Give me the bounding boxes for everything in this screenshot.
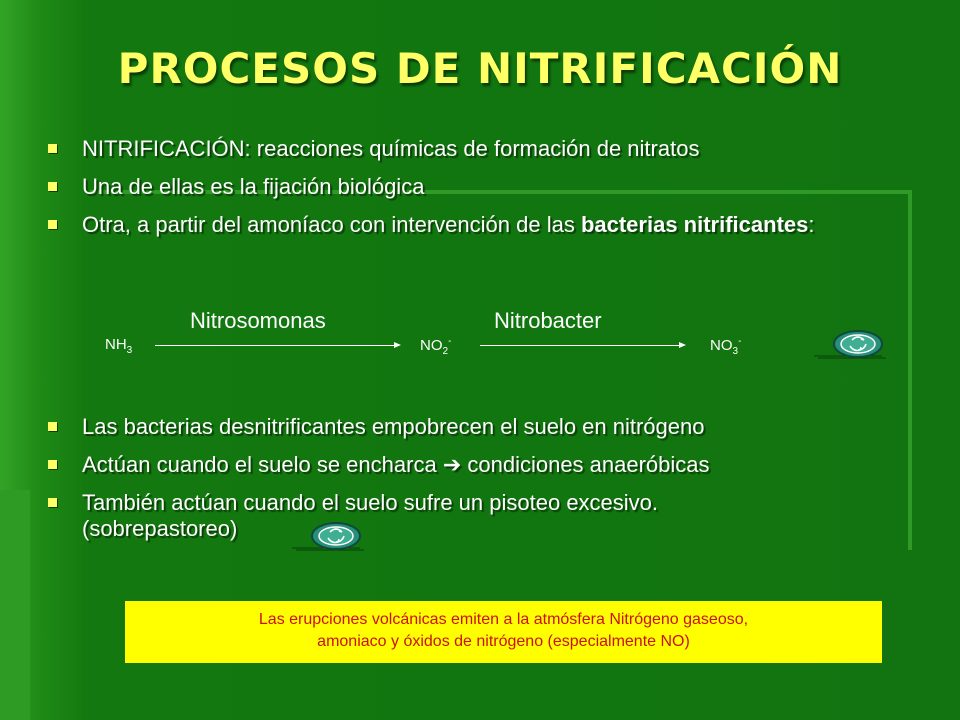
bullet-list-top: [48, 136, 848, 250]
reaction-arrow-2: [480, 345, 684, 346]
bullet-marker: [48, 460, 57, 469]
bullet-marker: [48, 422, 57, 431]
bullet-encharca: [48, 452, 848, 478]
bullet-bold-text: bacterias nitrificantes: [580, 212, 809, 237]
species-no2-base: NO: [420, 337, 443, 354]
species-no2: [420, 336, 451, 357]
note-line-1: Las erupciones volcánicas emiten a la atmósfera Nitrógeno gaseoso,: [258, 611, 749, 628]
bullet-text: Otra, a partir del amoníaco con intervención de las: [82, 212, 581, 237]
bullet-desnitrificantes: [48, 414, 848, 440]
page-title: PROCESOS DE NITRIFICACIÓN: [117, 44, 843, 93]
bullet-text-end: :: [808, 212, 815, 237]
bullet-amoniaco: [48, 212, 848, 238]
bullet-nitrificacion: [48, 136, 848, 162]
species-no2-sup: -: [448, 336, 452, 347]
reaction-arrow-1: [155, 345, 399, 346]
organism-nitrosomonas: Nitrosomonas: [190, 308, 326, 333]
bullet-marker: [48, 220, 57, 229]
bullet-pisoteo: [48, 490, 848, 542]
species-nh3-sub: 3: [126, 345, 133, 356]
bullet-marker: [48, 182, 57, 191]
bullet-text-line1: También actúan cuando el suelo sufre un pisoteo excesivo.: [82, 490, 659, 515]
bullet-text: Una de ellas es la fijación biológica: [82, 174, 425, 199]
species-no2-sub: 2: [442, 346, 449, 357]
decor-line-vertical: [908, 190, 912, 550]
bullet-text-end: condiciones anaeróbicas: [461, 452, 710, 477]
species-nh3: [105, 336, 132, 356]
arrow-right-icon: ➔: [442, 452, 462, 477]
decor-line-left: [0, 490, 30, 720]
species-no3-sub: 3: [732, 346, 739, 357]
species-no3: [710, 336, 741, 357]
bullet-fijacion: [48, 174, 848, 200]
bullet-text: Actúan cuando el suelo se encharca: [82, 452, 443, 477]
bullet-marker: [48, 144, 57, 153]
bullet-text: NITRIFICACIÓN: reacciones químicas de formación de nitratos: [82, 136, 700, 161]
bullet-text: Las bacterias desnitrificantes empobrecen el suelo en nitrógeno: [82, 414, 705, 439]
bullet-list-bottom: [48, 414, 848, 554]
bullet-marker: [48, 498, 57, 507]
bullet-text-line2: (sobrepastoreo): [82, 516, 238, 541]
species-no3-base: NO: [710, 337, 733, 354]
recycle-icon[interactable]: [290, 518, 368, 552]
organism-nitrobacter: Nitrobacter: [494, 308, 602, 333]
recycle-icon[interactable]: [812, 326, 890, 360]
volcanic-note-box: [125, 601, 882, 663]
note-line-2: amoniaco y óxidos de nitrógeno (especialmente NO): [317, 633, 690, 650]
species-no3-sup: -: [738, 336, 742, 347]
species-nh3-base: NH: [105, 336, 127, 353]
